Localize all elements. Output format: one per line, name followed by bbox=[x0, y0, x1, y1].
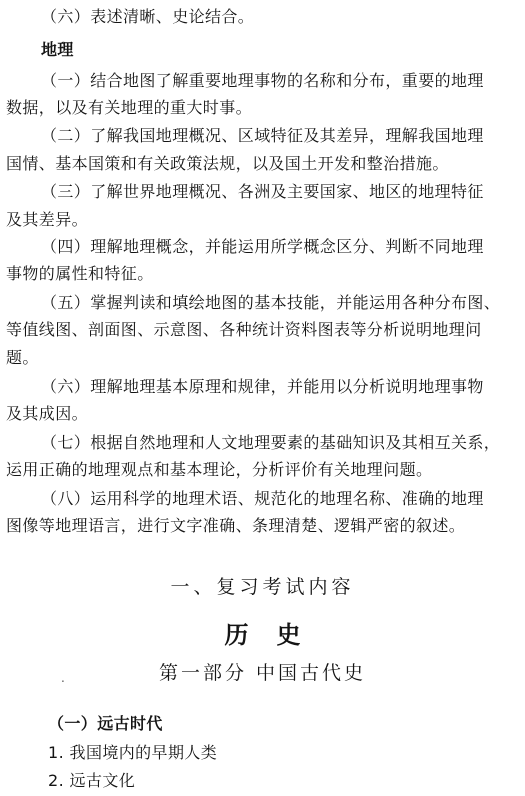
geo-item-6-line-1: （六）理解地理基本原理和规律，并能用以分析说明地理事物 bbox=[41, 377, 484, 396]
geo-item-1-line-2: 数据，以及有关地理的重大时事。 bbox=[6, 98, 253, 117]
geo-item-1-line-1: （一）结合地图了解重要地理事物的名称和分布，重要的地理 bbox=[41, 71, 484, 90]
geo-item-5-line-1: （五）掌握判读和填绘地图的基本技能，并能运用各种分布图、 bbox=[41, 293, 501, 312]
part-heading: 第一部分 中国古代史 bbox=[158, 662, 367, 684]
geo-item-7-line-2: 运用正确的地理观点和基本理论，分析评价有关地理问题。 bbox=[6, 460, 433, 479]
review-point-6: （六）表述清晰、史论结合。 bbox=[41, 7, 255, 26]
geo-item-3-line-1: （三）了解世界地理概况、各洲及主要国家、地区的地理特征 bbox=[41, 182, 484, 201]
geo-item-5-line-2: 等值线图、剖面图、示意图、各种统计资料图表等分析说明地理问 bbox=[6, 320, 482, 339]
geo-item-7-line-1: （七）根据自然地理和人文地理要素的基础知识及其相互关系， bbox=[41, 433, 501, 452]
geo-item-4-line-2: 事物的属性和特征。 bbox=[6, 264, 154, 283]
period-item-1: 1. 我国境内的早期人类 bbox=[48, 743, 218, 762]
geo-item-5-line-3: 题。 bbox=[6, 348, 39, 367]
geo-item-4-line-1: （四）理解地理概念，并能运用所学概念区分、判断不同地理 bbox=[41, 237, 484, 256]
section-heading: 一、复习考试内容 bbox=[170, 576, 355, 598]
geo-item-8-line-2: 图像等地理语言，进行文字准确、条理清楚、逻辑严密的叙述。 bbox=[6, 516, 466, 535]
geo-item-6-line-2: 及其成因。 bbox=[6, 404, 89, 423]
period-item-2: 2. 远古文化 bbox=[48, 771, 136, 790]
stray-dot: . bbox=[61, 671, 65, 685]
geography-title: 地理 bbox=[41, 40, 74, 59]
geo-item-8-line-1: （八）运用科学的地理术语、规范化的地理名称、准确的地理 bbox=[41, 489, 484, 508]
period-title: （一）远古时代 bbox=[48, 714, 163, 733]
geo-item-2-line-1: （二）了解我国地理概况、区域特征及其差异，理解我国地理 bbox=[41, 126, 484, 145]
geo-item-2-line-2: 国情、基本国策和有关政策法规，以及国土开发和整治措施。 bbox=[6, 154, 449, 173]
geo-item-3-line-2: 及其差异。 bbox=[6, 210, 89, 229]
subject-heading: 历史 bbox=[224, 620, 329, 649]
